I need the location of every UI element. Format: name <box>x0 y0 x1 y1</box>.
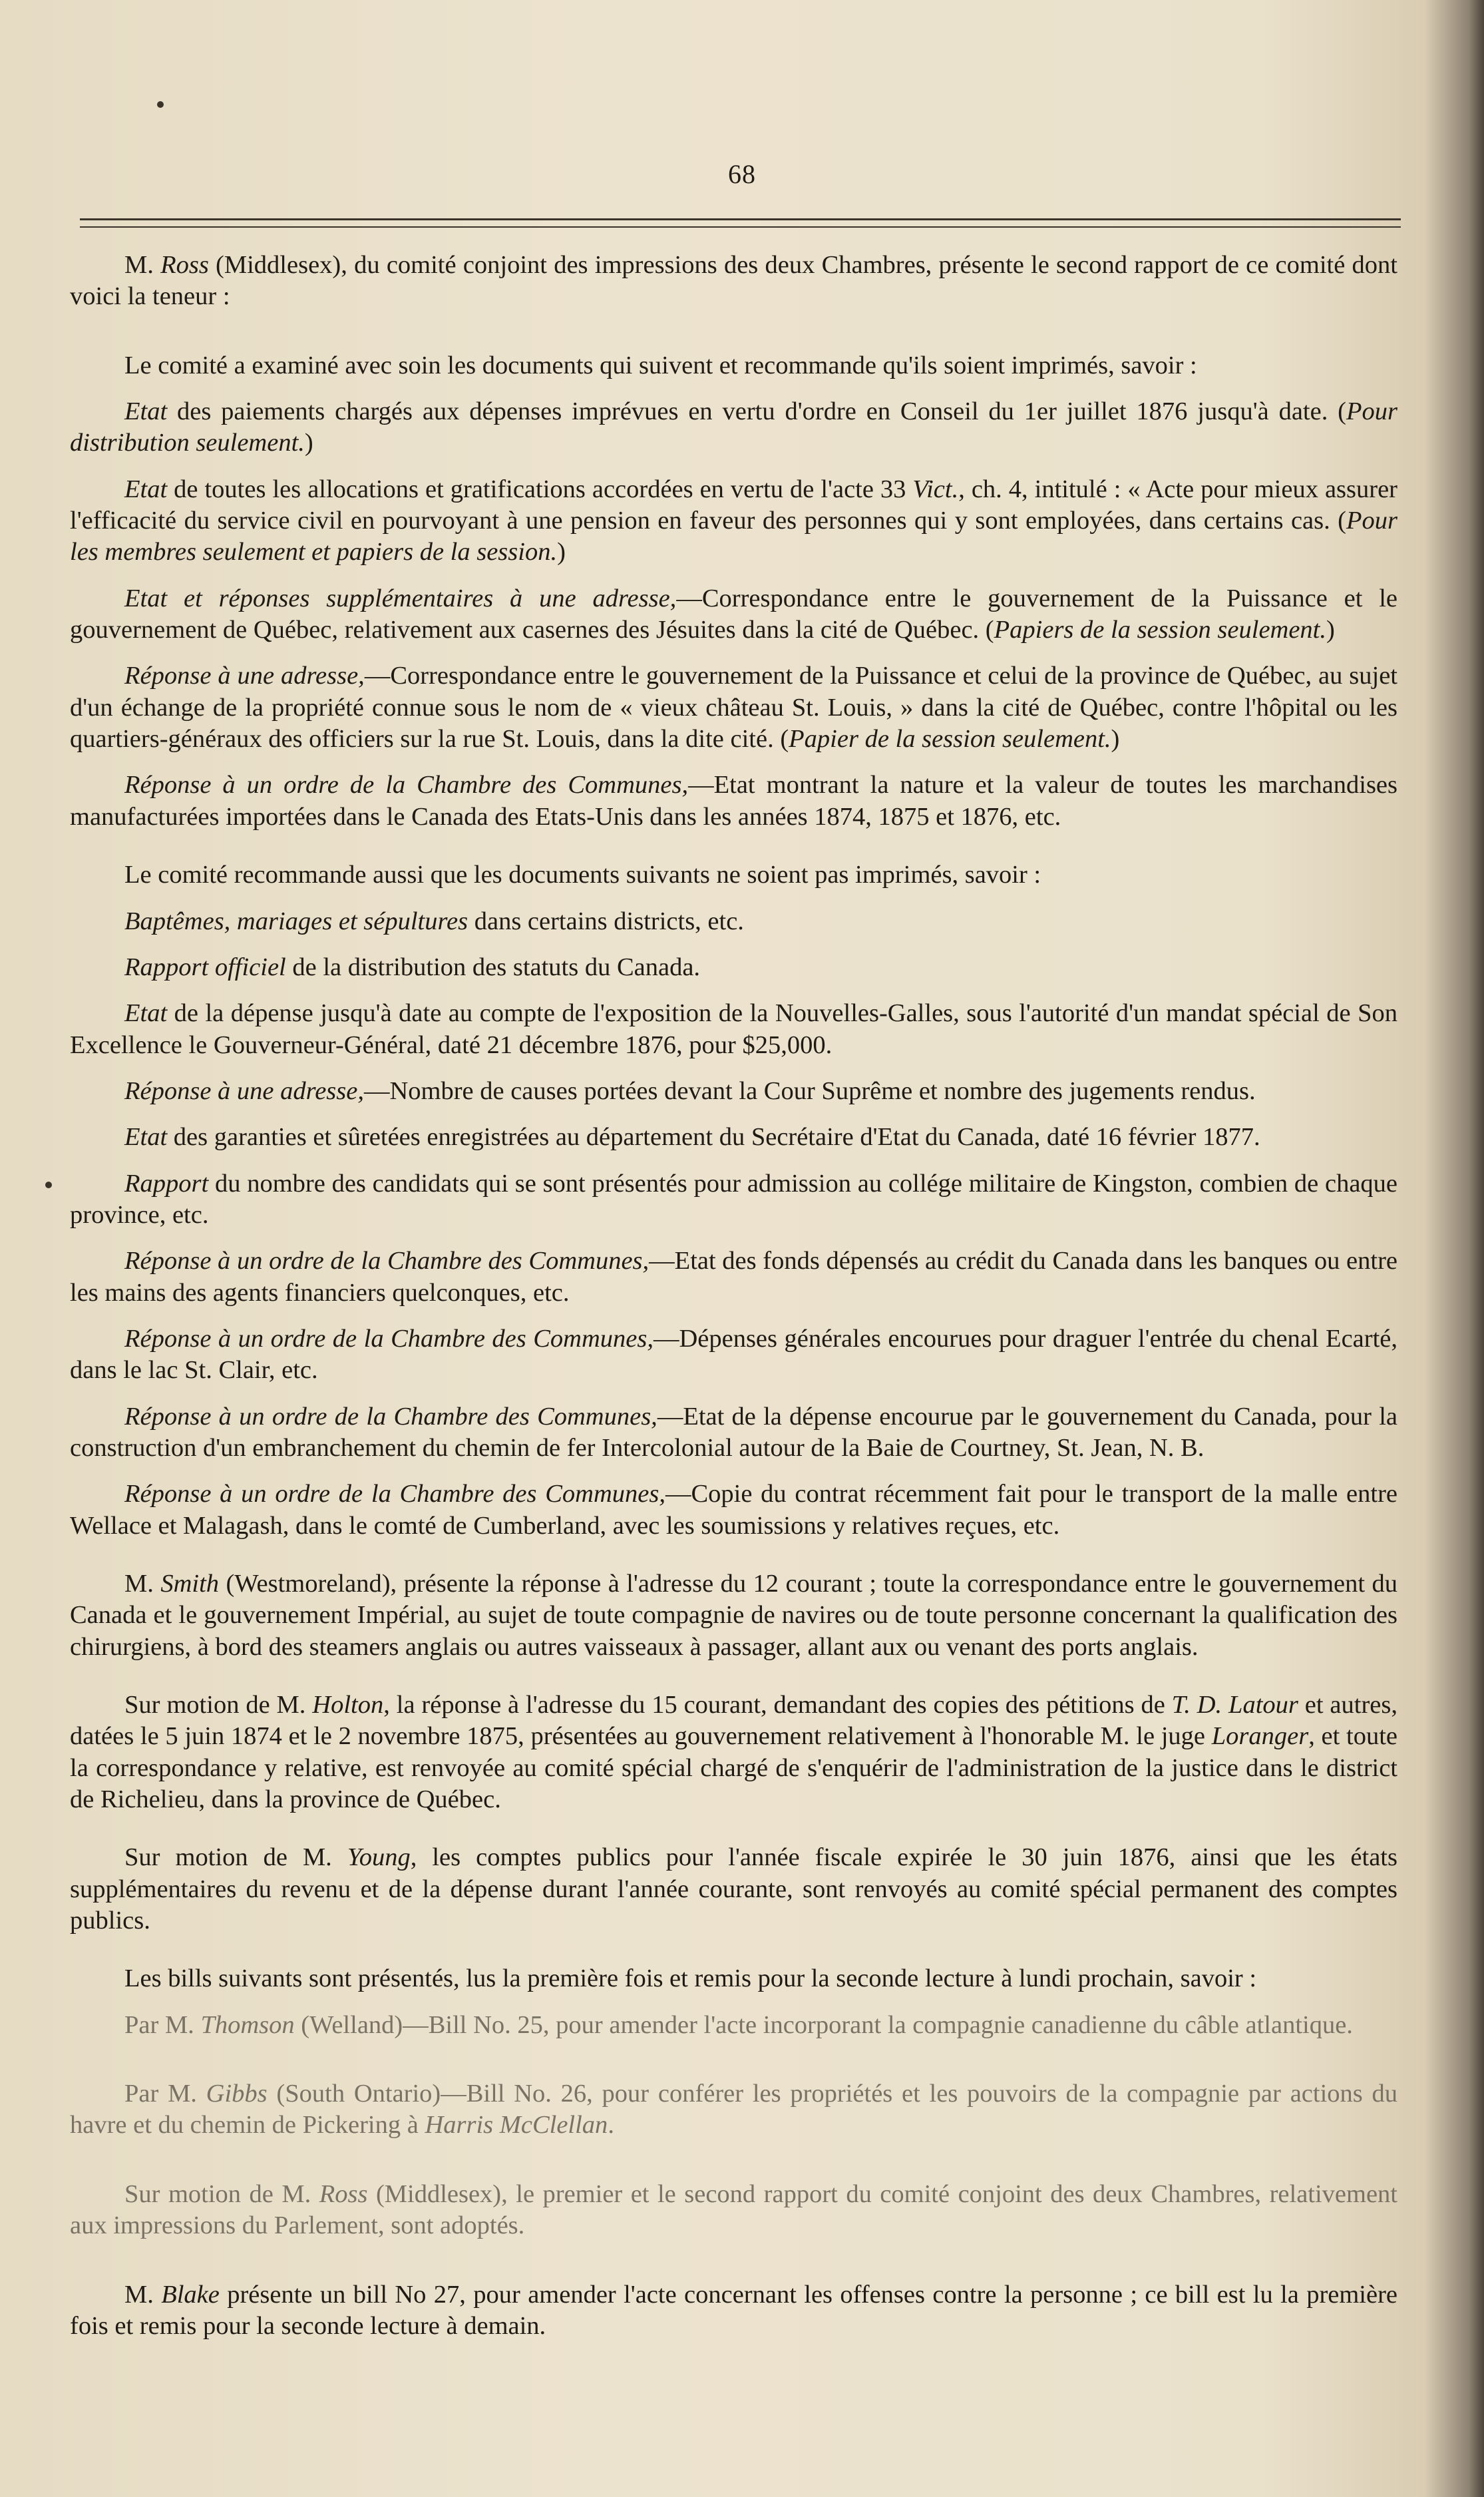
paragraph <box>70 583 1397 646</box>
text-run: —Nombre de causes portées devant la Cour Suprême et nombre des jugements rendus. <box>363 1076 1256 1105</box>
text-run: (Westmoreland), présente la réponse à l'adresse du 12 courant ; toute la correspondance entre le gouvernement du Canada et le gouvernement Impérial, au sujet de toute compagnie de navires ou de toute personne concernant la qualification des chirurgiens, à bord des steamers anglais ou autres vaisseaux à passager, allant aux ou venant des ports anglais. <box>70 1570 1397 1661</box>
text-run: Le comité a examiné avec soin les documents qui suivent et recommande qu'ils soient imprimés, savoir : <box>124 351 1197 379</box>
italic-text: Pour distribution seulement. <box>70 397 1397 457</box>
italic-text: Vict. <box>912 475 959 503</box>
header-rule-top <box>80 218 1401 220</box>
italic-text: Etat <box>124 475 168 503</box>
text-run: dans certains districts, etc. <box>468 907 744 935</box>
text-run: Le comité recommande aussi que les documents suivants ne soient pas imprimés, savoir : <box>124 861 1041 889</box>
paragraph <box>70 1568 1397 1663</box>
paragraph <box>70 396 1397 459</box>
paragraph <box>70 906 1397 937</box>
italic-text: Pour les membres seulement et papiers de la session. <box>70 507 1397 567</box>
italic-text: Réponse à une adresse, <box>124 1076 364 1105</box>
margin-bullet <box>45 1182 52 1188</box>
italic-text: Réponse à un ordre de la Chambre des Communes, <box>124 1247 649 1275</box>
text-run: de la distribution des statuts du Canada. <box>285 953 701 981</box>
paragraph <box>70 770 1397 833</box>
italic-text: Baptêmes, mariages et sépultures <box>124 907 468 935</box>
text-run: M. <box>124 1570 161 1598</box>
italic-text: Blake <box>161 2280 220 2309</box>
paragraph <box>70 2010 1397 2041</box>
text-run: , les comptes publics pour l'année fiscale expirée le 30 juin 1876, ainsi que les états supplémentaires du revenu et de la dépense durant l'année courante, sont renvoyés au comité spécial permanent des comptes publics. <box>70 1843 1397 1935</box>
text-run: Sur motion de M. <box>124 1843 347 1872</box>
paragraph <box>70 2279 1397 2343</box>
italic-text: Harris McClellan <box>425 2111 608 2140</box>
italic-text: Rapport officiel <box>124 953 286 981</box>
italic-text: Papiers de la session seulement. <box>994 616 1326 644</box>
paragraph <box>70 1122 1397 1153</box>
page-number: 68 <box>728 159 756 189</box>
italic-text: Loranger <box>1211 1722 1309 1751</box>
text-run: —Copie du contrat récemment fait pour le transport de la malle entre Wellace et Malagash, dans le comté de Cumberland, avec les soumissions y relatives reçues, etc. <box>70 1480 1397 1540</box>
italic-text: Smith <box>160 1570 220 1598</box>
text-run: présente un bill No 27, pour amender l'acte concernant les offenses contre la personne ; ce bill est lu la première fois et remis pour la seconde lecture à demain. <box>70 2280 1397 2340</box>
paragraph <box>70 1963 1397 1994</box>
italic-text: Thomson <box>200 2010 295 2039</box>
text-run: Sur motion de M. <box>124 2179 319 2208</box>
paragraph <box>70 1168 1397 1232</box>
paragraph <box>70 859 1397 891</box>
text-run: M. <box>124 2280 162 2309</box>
paragraph <box>70 1076 1397 1107</box>
paragraph <box>70 1401 1397 1465</box>
paragraph <box>70 1690 1397 1815</box>
text-run: de la dépense jusqu'à date au compte de l'exposition de la Nouvelles-Galles, sous l'autorité d'un mandat spécial de Son Excellence le Gouverneur-Général, daté 21 décembre 1876, pour $25,000. <box>70 999 1397 1059</box>
italic-text: Ross <box>319 2179 368 2208</box>
paragraph <box>70 998 1397 1061</box>
italic-text: Rapport <box>124 1169 209 1198</box>
journal-text <box>70 250 1397 2357</box>
italic-text: Réponse à un ordre de la Chambre des Communes, <box>124 1402 657 1431</box>
italic-text: Etat et réponses supplémentaires à une adresse, <box>124 584 677 612</box>
paragraph <box>70 2078 1397 2142</box>
text-run: (Middlesex), le premier et le second rapport du comité conjoint des deux Chambres, relativement aux impressions du Parlement, sont adoptés. <box>70 2179 1397 2240</box>
text-run: (Middlesex), du comité conjoint des impressions des deux Chambres, présente le second rapport de ce comité dont voici la teneur : <box>70 251 1398 311</box>
text-run: Les bills suivants sont présentés, lus la première fois et remis pour la seconde lecture à lundi prochain, savoir : <box>124 1964 1257 1993</box>
text-run: , ch. 4, intitulé : « Acte pour mieux assurer l'efficacité du service civil en pourvoyant à une pension en faveur des personnes qui y sont employées, dans certains cas. ( <box>70 475 1397 535</box>
italic-text: Young <box>347 1843 411 1872</box>
text-run: (Welland)—Bill No. 25, pour amender l'acte incorporant la compagnie canadienne du câble atlantique. <box>294 2010 1353 2039</box>
paragraph <box>70 250 1397 313</box>
italic-text: Réponse à un ordre de la Chambre des Communes, <box>124 1324 653 1353</box>
text-run: ) <box>304 429 313 457</box>
italic-text: Ross <box>160 251 209 279</box>
italic-text: Etat <box>124 397 168 426</box>
paragraph <box>70 1323 1397 1387</box>
text-run: —Etat des fonds dépensés au crédit du Canada dans les banques ou entre les mains des agents financiers quelconques, etc. <box>70 1247 1397 1307</box>
italic-text: Réponse à un ordre de la Chambre des Communes, <box>124 1480 665 1508</box>
text-run: de toutes les allocations et gratifications accordées en vertu de l'acte 33 <box>167 475 913 503</box>
text-run: , et toute la correspondance y relative, est renvoyée au comité spécial chargé de s'enquérir de l'administration de la justice dans le district de Richelieu, dans la province de Québec. <box>70 1722 1397 1814</box>
paragraph <box>70 1842 1397 1936</box>
text-run: du nombre des candidats qui se sont présentés pour admission au collége militaire de Kingston, combien de chaque province, etc. <box>70 1169 1397 1229</box>
text-run: , la réponse à l'adresse du 15 courant, demandant des copies des pétitions de <box>383 1691 1172 1719</box>
text-run: Sur motion de M. <box>124 1691 313 1719</box>
text-run: —Etat montrant la nature et la valeur de toutes les marchandises manufacturées importées dans le Canada des Etats-Unis dans les années 1874, 1875 et 1876, etc. <box>70 771 1397 831</box>
text-run: —Etat de la dépense encourue par le gouvernement du Canada, pour la construction d'un embranchement du chemin de fer Intercolonial autour de la Baie de Courtney, St. Jean, N. B. <box>70 1402 1397 1462</box>
italic-text: Holton <box>312 1691 384 1719</box>
italic-text: Etat <box>124 1123 168 1152</box>
text-run: ) <box>1326 616 1335 644</box>
italic-text: Etat <box>124 999 168 1028</box>
text-run: ) <box>1111 725 1120 754</box>
paragraph <box>70 660 1397 755</box>
text-run: Par M. <box>124 2010 201 2039</box>
text-run: —Correspondance entre le gouvernement de la Puissance et celui de la province de Québec, au sujet d'un échange de la propriété connue sous le nom de « vieux château St. Louis, » dans la cité de Québec, contre l'hôpital ou les quartiers-généraux des officiers sur la rue St. Louis, dans la dite cité. ( <box>70 662 1397 754</box>
text-run: M. <box>124 251 161 279</box>
header-rule-bottom <box>80 226 1401 228</box>
paragraph <box>70 474 1397 568</box>
paragraph <box>70 952 1397 983</box>
text-run: —Correspondance entre le gouvernement de la Puissance et le gouvernement de Québec, relativement aux casernes des Jésuites dans la cité de Québec. ( <box>70 584 1397 644</box>
text-run: . <box>608 2111 614 2140</box>
text-run: Par M. <box>124 2080 206 2108</box>
paragraph <box>70 1478 1397 1542</box>
paragraph <box>70 1246 1397 1309</box>
italic-text: Réponse à un ordre de la Chambre des Communes, <box>124 771 689 799</box>
italic-text: Gibbs <box>206 2080 268 2108</box>
ink-spot <box>157 101 164 108</box>
italic-text: Papier de la session seulement. <box>789 725 1111 754</box>
italic-text: Réponse à une adresse, <box>124 662 365 690</box>
text-run: —Dépenses générales encourues pour draguer l'entrée du chenal Ecarté, dans le lac St. Clair, etc. <box>70 1324 1397 1385</box>
paragraph <box>70 350 1397 381</box>
text-run: des garanties et sûretées enregistrées au département du Secrétaire d'Etat du Canada, daté 16 février 1877. <box>167 1123 1260 1152</box>
text-run: et autres, datées le 5 juin 1874 et le 2 novembre 1875, présentées au gouvernement relativement à l'honorable M. le juge <box>70 1691 1397 1751</box>
text-run: des paiements chargés aux dépenses imprévues en vertu d'ordre en Conseil du 1er juillet 1876 jusqu'à date. ( <box>167 397 1346 426</box>
paragraph <box>70 2179 1397 2242</box>
text-run: ) <box>557 538 566 567</box>
text-run: (South Ontario)—Bill No. 26, pour conférer les propriétés et les pouvoirs de la compagnie par actions du havre et du chemin de Pickering à <box>70 2080 1397 2140</box>
italic-text: T. D. Latour <box>1171 1691 1298 1719</box>
